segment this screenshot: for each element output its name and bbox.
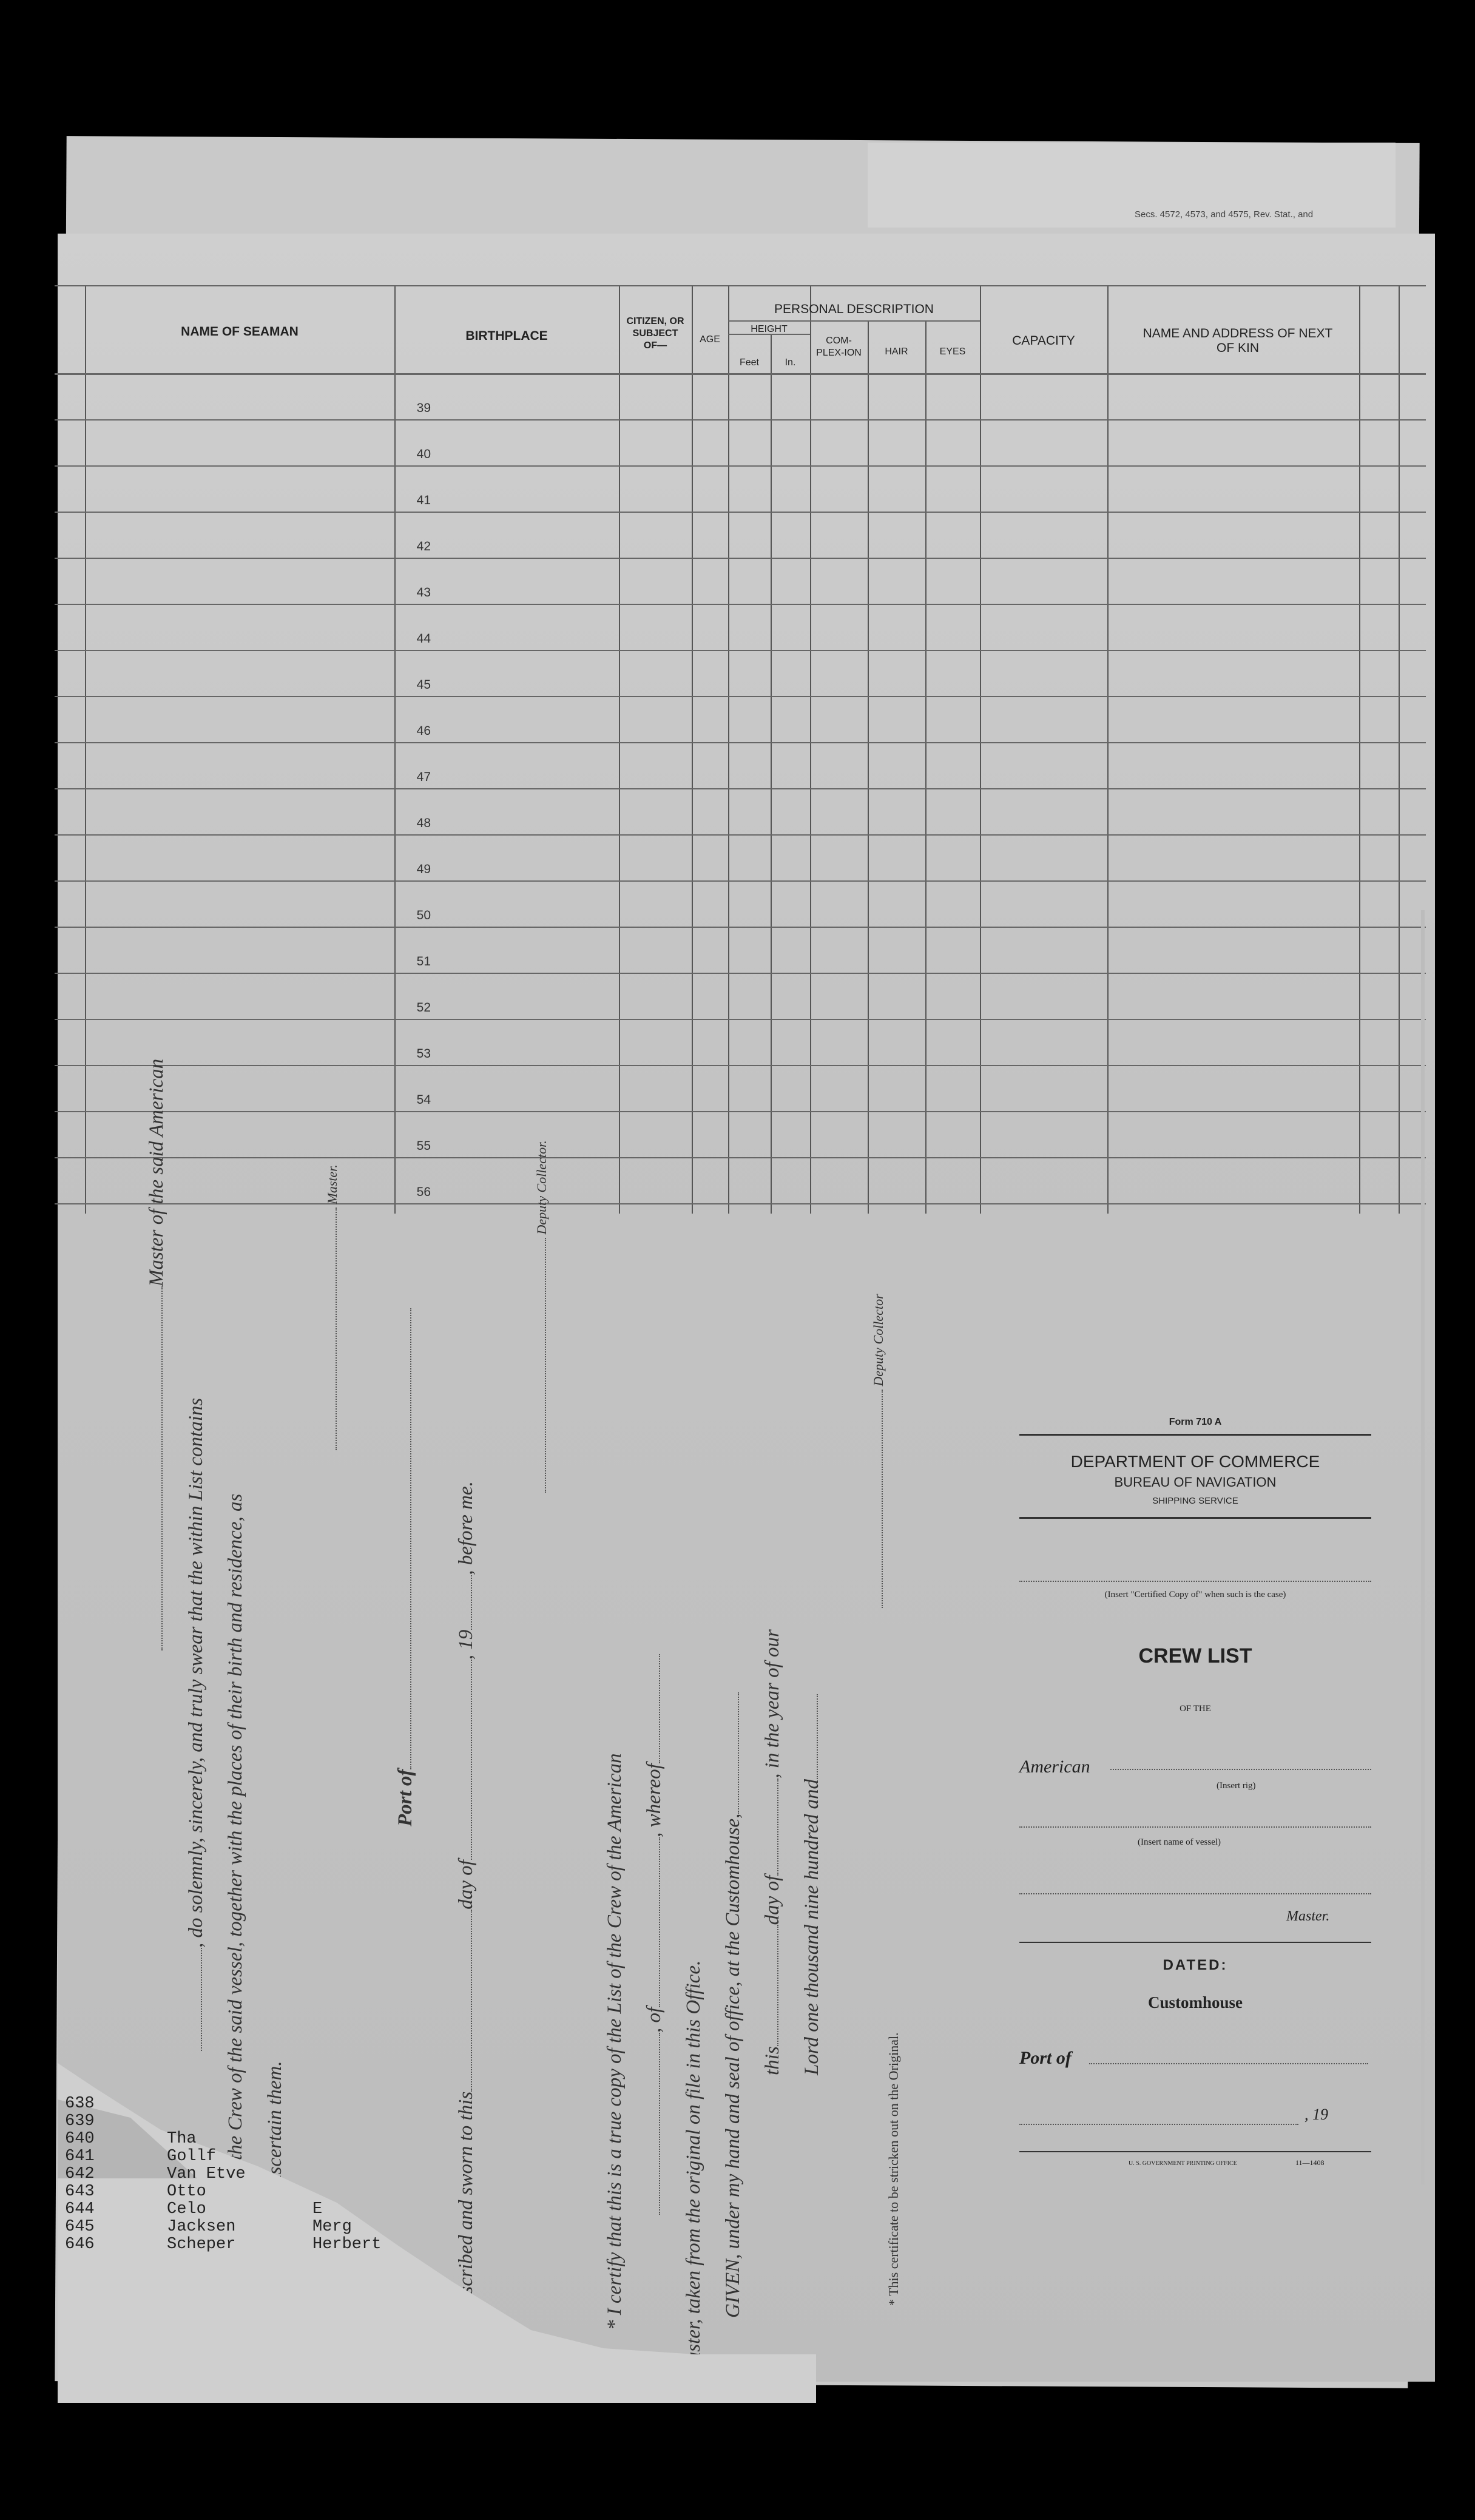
in-year-label: , in the year of our [761,1629,783,1779]
table-row-line [55,558,1426,559]
torn-row-number: 643 [65,2183,95,2201]
printer-label: U. S. GOVERNMENT PRINTING OFFICE [1129,2160,1237,2167]
torn-row-firstname: Herbert [312,2235,382,2254]
header-hair: HAIR [885,346,908,357]
table-row-line [55,1019,1426,1020]
row-number: 41 [416,493,431,507]
of-label: , of [643,2007,665,2033]
row-number: 44 [416,632,431,646]
day-of-label: day of [455,1860,477,1910]
oath-port: Port of [394,1769,416,1826]
header-personal-description: PERSONAL DESCRIPTION [774,302,934,316]
torn-row-surname: Tha [167,2130,197,2148]
certify-text: * I certify that this is a true copy of the List of the Crew of the American [604,1753,626,2330]
sections-reference: Secs. 4572, 4573, and 4575, Rev. Stat., and [1135,209,1314,220]
insert-certified-note: (Insert "Certified Copy of" when such is the case) [1104,1590,1286,1599]
bureau-title: BUREAU OF NAVIGATION [1114,1475,1277,1490]
row-number: 53 [416,1047,431,1061]
torn-row-surname: Scheper [167,2235,236,2254]
table-row-line [55,512,1426,513]
table-row-line [55,927,1426,928]
torn-row-firstname: E [312,2200,323,2218]
adjacent-page-edge [1421,910,1470,2189]
insert-name-note: (Insert name of vessel) [1138,1837,1221,1847]
header-capacity: CAPACITY [1012,334,1075,348]
header-birthplace: BIRTHPLACE [465,329,548,343]
oath-line-2: , do solemnly, sincerely, and truly swear that the within List contains [185,1397,207,1948]
header-age: AGE [700,334,720,345]
header-citizen: CITIZEN, OR SUBJECT OF— [626,316,684,351]
form-number: Form 710 A [1169,1417,1222,1427]
table-row-line [55,880,1426,882]
crew-list-title: CREW LIST [1138,1644,1252,1667]
row-number: 46 [416,724,431,738]
row-number: 48 [416,816,431,830]
table-row-line [55,696,1426,697]
table-row-line [55,1203,1426,1204]
port-of-label: Port of [1019,2048,1072,2068]
row-number: 43 [416,586,431,600]
oath-line-4: ascertain them. [264,2061,286,2184]
header-eyes: EYES [939,346,966,357]
row-number: 45 [416,678,431,692]
given-text: GIVEN, under my hand and seal of office, at the Customhouse, [722,1813,744,2318]
year-19-label: , 19 [1305,2106,1328,2123]
torn-row-number: 642 [65,2165,95,2183]
header-complexion: COM-PLEX-ION [816,336,862,358]
form-title-panel [1019,1408,1371,2178]
row-number: 49 [416,862,431,876]
american-label: American [1019,1757,1090,1777]
table-row-line [55,834,1426,836]
insert-rig-note: (Insert rig) [1217,1781,1256,1791]
table-row-line [55,1111,1426,1112]
table-row-line [55,1157,1426,1158]
torn-row-surname: Celo [167,2200,206,2218]
before-me: , before me. [455,1481,477,1575]
row-number: 50 [416,908,431,922]
row-number: 52 [416,1001,431,1015]
torn-row-surname: Jacksen [167,2218,236,2236]
oath-line-3: the Crew of the said vessel, together with the places of their birth and residence, as [224,1493,246,2160]
torn-row-number: 638 [65,2095,95,2113]
master-label: Master. [1286,1908,1330,1924]
whereof-label: , whereof [643,1763,665,1837]
table-row-line [55,788,1426,789]
row-number: 39 [416,401,431,415]
row-number: 42 [416,539,431,553]
header-next-of-kin: NAME AND ADDRESS OF NEXT OF KIN [1143,326,1333,355]
service-title: SHIPPING SERVICE [1152,1496,1238,1506]
row-number: 47 [416,770,431,784]
seaman-table [55,285,1426,1226]
printer-number: 11—1408 [1295,2158,1325,2167]
department-title: DEPARTMENT OF COMMERCE [1070,1452,1320,1471]
torn-row-number: 645 [65,2218,95,2236]
torn-row-surname: Otto [167,2183,206,2201]
certificate-footnote: * This certificate to be stricken out on the Original. [886,2032,901,2306]
torn-row-number: 640 [65,2130,95,2148]
row-number: 51 [416,954,431,968]
year-label: , 19 [455,1629,477,1660]
table-row-line [55,742,1426,743]
torn-row-number: 641 [65,2147,95,2166]
table-row-line [55,465,1426,467]
deputy-collector-2: Deputy Collector [871,1294,886,1387]
torn-row-number: 646 [65,2235,95,2254]
this-label: this [761,2046,783,2075]
header-height: HEIGHT [751,324,788,334]
header-feet: Feet [739,357,759,368]
torn-underlying-sheet [58,2063,816,2403]
torn-row-firstname: Merg [312,2218,352,2236]
table-row-line [55,1065,1426,1066]
is-master-text: is Master, taken from the original on file in this Office. [683,1960,704,2397]
customhouse-label: Customhouse [1147,1993,1243,2012]
subscribed-text: Subscribed and sworn to this [455,2091,477,2324]
table-row-line [55,650,1426,651]
torn-row-number: 639 [65,2112,95,2130]
oath-line-1: Master of the said American [146,1058,167,1286]
row-number: 55 [416,1139,431,1153]
table-row-line [55,419,1426,421]
row-number: 56 [416,1185,431,1199]
deputy-collector-1: Deputy Collector. [534,1140,549,1235]
row-number: 54 [416,1093,431,1107]
header-name: NAME OF SEAMAN [181,325,299,339]
lord-text: Lord one thousand nine hundred and [801,1779,823,2075]
torn-row-number: 644 [65,2200,95,2218]
header-inches: In. [785,357,796,368]
day-of-label-2: day of [761,1875,783,1925]
of-the-label: OF THE [1180,1704,1211,1714]
torn-row-surname: Gollf [167,2147,217,2166]
top-strip [868,143,1396,228]
row-number: 40 [416,447,431,461]
dated-label: DATED: [1163,1957,1228,1973]
torn-row-surname: Van Etve [167,2165,246,2183]
table-row-line [55,604,1426,605]
oath-master: Master. [325,1164,340,1204]
table-row-line [55,973,1426,974]
